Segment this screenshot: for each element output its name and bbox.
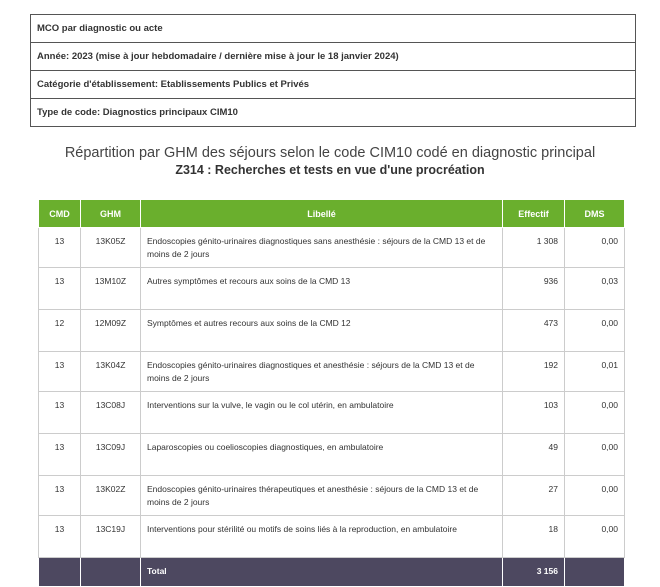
total-label: Total	[141, 558, 503, 587]
total-cmd-empty	[39, 558, 81, 587]
table-row	[39, 228, 625, 268]
cell-effectif: 27	[503, 476, 565, 516]
cell-cmd: 13	[39, 434, 81, 476]
cell-libelle: Endoscopies génito-urinaires diagnostiques sans anesthésie : séjours de la CMD 13 et de moins de 2 jours	[141, 228, 503, 268]
cell-libelle: Interventions sur la vulve, le vagin ou le col utérin, en ambulatoire	[141, 392, 503, 434]
cell-dms: 0,00	[565, 310, 625, 352]
cell-libelle: Endoscopies génito-urinaires thérapeutiques et anesthésie : séjours de la CMD 13 et de moins de 2 jours	[141, 476, 503, 516]
total-dms-empty	[565, 558, 625, 587]
cell-effectif: 1 308	[503, 228, 565, 268]
cell-dms: 0,01	[565, 352, 625, 392]
cell-ghm: 13C09J	[81, 434, 141, 476]
cell-dms: 0,00	[565, 434, 625, 476]
table-header-row	[39, 200, 625, 228]
cell-effectif: 473	[503, 310, 565, 352]
table-row	[39, 434, 625, 476]
cell-libelle: Symptômes et autres recours aux soins de la CMD 12	[141, 310, 503, 352]
cell-libelle: Interventions pour stérilité ou motifs de soins liés à la reproduction, en ambulatoire	[141, 516, 503, 558]
cell-cmd: 13	[39, 352, 81, 392]
cell-ghm: 13K04Z	[81, 352, 141, 392]
cell-ghm: 13C08J	[81, 392, 141, 434]
cell-cmd: 13	[39, 228, 81, 268]
cell-libelle: Endoscopies génito-urinaires diagnostiques et anesthésie : séjours de la CMD 13 et de moins de 2 jours	[141, 352, 503, 392]
cell-ghm: 13K05Z	[81, 228, 141, 268]
cell-ghm: 13K02Z	[81, 476, 141, 516]
cell-effectif: 103	[503, 392, 565, 434]
info-row-category: Catégorie d'établissement: Etablissements Publics et Privés	[31, 71, 635, 99]
cell-cmd: 13	[39, 392, 81, 434]
table-row	[39, 310, 625, 352]
cell-dms: 0,00	[565, 516, 625, 558]
cell-effectif: 18	[503, 516, 565, 558]
cell-effectif: 192	[503, 352, 565, 392]
header-dms: DMS	[565, 200, 625, 228]
header-effectif: Effectif	[503, 200, 565, 228]
cell-ghm: 13M10Z	[81, 268, 141, 310]
info-row-year: Année: 2023 (mise à jour hebdomadaire / dernière mise à jour le 18 janvier 2024)	[31, 43, 635, 71]
ghm-table	[38, 199, 625, 587]
total-effectif: 3 156	[503, 558, 565, 587]
cell-effectif: 49	[503, 434, 565, 476]
table-row	[39, 516, 625, 558]
total-row	[39, 558, 625, 587]
table-row	[39, 392, 625, 434]
cell-cmd: 13	[39, 268, 81, 310]
cell-dms: 0,00	[565, 476, 625, 516]
cell-dms: 0,03	[565, 268, 625, 310]
cell-cmd: 13	[39, 476, 81, 516]
title-block	[0, 145, 660, 178]
table-row	[39, 476, 625, 516]
cell-ghm: 13C19J	[81, 516, 141, 558]
info-row-code-type: Type de code: Diagnostics principaux CIM10	[37, 107, 238, 118]
table-row	[39, 268, 625, 310]
cell-libelle: Laparoscopies ou coelioscopies diagnostiques, en ambulatoire	[141, 434, 503, 476]
header-ghm: GHM	[81, 200, 141, 228]
table-row	[39, 352, 625, 392]
cell-dms: 0,00	[565, 392, 625, 434]
info-row-domain: MCO par diagnostic ou acte	[31, 15, 635, 43]
info-box	[30, 14, 636, 127]
header-libelle: Libellé	[141, 200, 503, 228]
cell-ghm: 12M09Z	[81, 310, 141, 352]
page-subtitle: Z314 : Recherches et tests en vue d'une procréation	[175, 163, 485, 177]
header-cmd: CMD	[39, 200, 81, 228]
cell-dms: 0,00	[565, 228, 625, 268]
cell-libelle: Autres symptômes et recours aux soins de la CMD 13	[141, 268, 503, 310]
cell-cmd: 12	[39, 310, 81, 352]
page-title: Répartition par GHM des séjours selon le code CIM10 codé en diagnostic principal	[64, 145, 596, 161]
cell-effectif: 936	[503, 268, 565, 310]
total-ghm-empty	[81, 558, 141, 587]
cell-cmd: 13	[39, 516, 81, 558]
